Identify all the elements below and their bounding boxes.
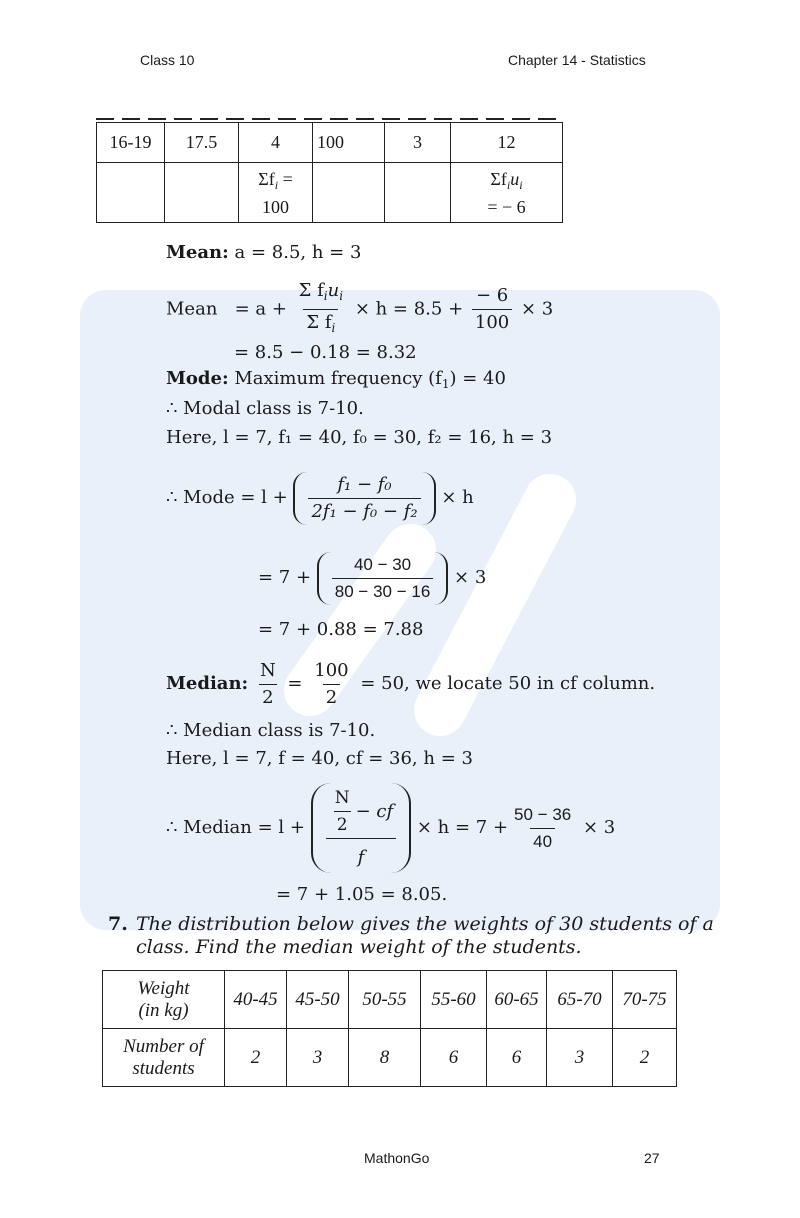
mode-substitution: = 7 + $\frac{40 - 30}{80 - 30 - 16}$ × 3 [258, 550, 486, 606]
table-cell: 45-50 [287, 971, 349, 1029]
hundred-over-2-fraction: $\frac{100}{2}$ [314, 659, 349, 708]
sum-f-cell: $\Sigma f_i$ = 100 [239, 163, 313, 223]
table-cell: 6 [421, 1029, 487, 1087]
mode-values: Here, l = 7, f₁ = 40, f₀ = 30, f₂ = 16, h = 3 [166, 427, 553, 448]
table-cell [313, 163, 385, 223]
median-values: Here, l = 7, f = 40, cf = 36, h = 3 [166, 748, 473, 769]
table-cell: 12 [451, 123, 563, 163]
median-formula-fraction: $\frac{N}{2}$ − cf f [326, 787, 396, 869]
table-cell: 3 [385, 123, 451, 163]
question-line-2: class. Find the median weight of the students. [136, 936, 582, 958]
mean-fraction: $\frac{\Sigma f_iu_i}{\Sigma f_i}$ [296, 280, 346, 339]
mean-formula: Mean = a + $\frac{\Sigma f_iu_i}{\Sigma f_i}$ × h = 8.5 + $\frac{- 6}{100}$ × 3 [166, 280, 553, 339]
mean-params [166, 242, 361, 264]
question-number: 7. [108, 913, 128, 935]
table-continuation-dashes [96, 118, 562, 120]
table-cell: 16-19 [97, 123, 165, 163]
mode-substitution-fraction: $\frac{40 - 30}{80 - 30 - 16}$ [332, 554, 433, 603]
table-row [97, 123, 563, 163]
mean-result: = 8.5 − 0.18 = 8.32 [234, 342, 417, 363]
table-cell: 70-75 [613, 971, 677, 1029]
table-cell: 8 [349, 1029, 421, 1087]
table-cell: 3 [287, 1029, 349, 1087]
mean-params-text: a = 8.5, h = 3 [234, 242, 362, 263]
modal-class: ∴ Modal class is 7-10. [166, 398, 364, 419]
table-cell: 40-45 [225, 971, 287, 1029]
table-cell [97, 163, 165, 223]
table-cell: 2 [225, 1029, 287, 1087]
question-line-1: The distribution below gives the weights of 30 students of a [136, 913, 714, 935]
header-class: Class 10 [140, 52, 195, 68]
mode-heading: Mode: [166, 368, 229, 389]
median-heading: Median: [166, 673, 249, 694]
median-result: = 7 + 1.05 = 8.05. [276, 884, 448, 905]
sum-fu-cell: $\Sigma f_iu_i$ = − 6 [451, 163, 563, 223]
table-cell [165, 163, 239, 223]
mean-heading: Mean: [166, 242, 229, 263]
table-cell: 100 [313, 123, 385, 163]
table-row [97, 163, 563, 223]
mode-formula: ∴ Mode = l + $\frac{\text{f₁ − f₀}}{\text{2f₁ − f₀ − f₂}}$ × h [166, 470, 474, 526]
students-header-cell: Number of students [103, 1029, 225, 1087]
table-cell: 65-70 [547, 971, 613, 1029]
table-cell: 6 [487, 1029, 547, 1087]
mode-result: = 7 + 0.88 = 7.88 [258, 619, 424, 640]
table-cell: 17.5 [165, 123, 239, 163]
table-cell: 2 [613, 1029, 677, 1087]
median-formula: ∴ Median = l + $\frac{N}{2}$ − cf f × h = 7 + $\frac{50 - 36}{40}$ × 3 [166, 780, 615, 876]
table-cell: 4 [239, 123, 313, 163]
median-class: ∴ Median class is 7-10. [166, 720, 376, 741]
header-chapter: Chapter 14 - Statistics [508, 52, 646, 68]
mode-formula-fraction: $\frac{\text{f₁ − f₀}}{\text{2f₁ − f₀ − f₂}}$ [308, 474, 420, 523]
mode-max-frequency: Mode: Maximum frequency $(f_1) = 40$ [166, 368, 506, 391]
weight-distribution-table [102, 970, 677, 1087]
n-over-2-fraction: $\frac{N}{2}$ [259, 659, 276, 708]
table-row [103, 971, 677, 1029]
frequency-table-tail [96, 122, 563, 223]
median-value-fraction: $\frac{50 - 36}{40}$ [514, 804, 572, 851]
weight-header-cell: Weight (in kg) [103, 971, 225, 1029]
footer-brand: MathonGo [364, 1150, 430, 1166]
table-cell: 50-55 [349, 971, 421, 1029]
median-n-half: Median: $\frac{N}{2}$ = $\frac{100}{2}$ = 50, we locate 50 in cf column. [166, 659, 656, 708]
mean-value-fraction: $\frac{- 6}{100}$ [472, 285, 512, 334]
page-number: 27 [644, 1150, 660, 1166]
table-row [103, 1029, 677, 1087]
table-cell: 55-60 [421, 971, 487, 1029]
table-cell: 60-65 [487, 971, 547, 1029]
table-cell [385, 163, 451, 223]
table-cell: 3 [547, 1029, 613, 1087]
